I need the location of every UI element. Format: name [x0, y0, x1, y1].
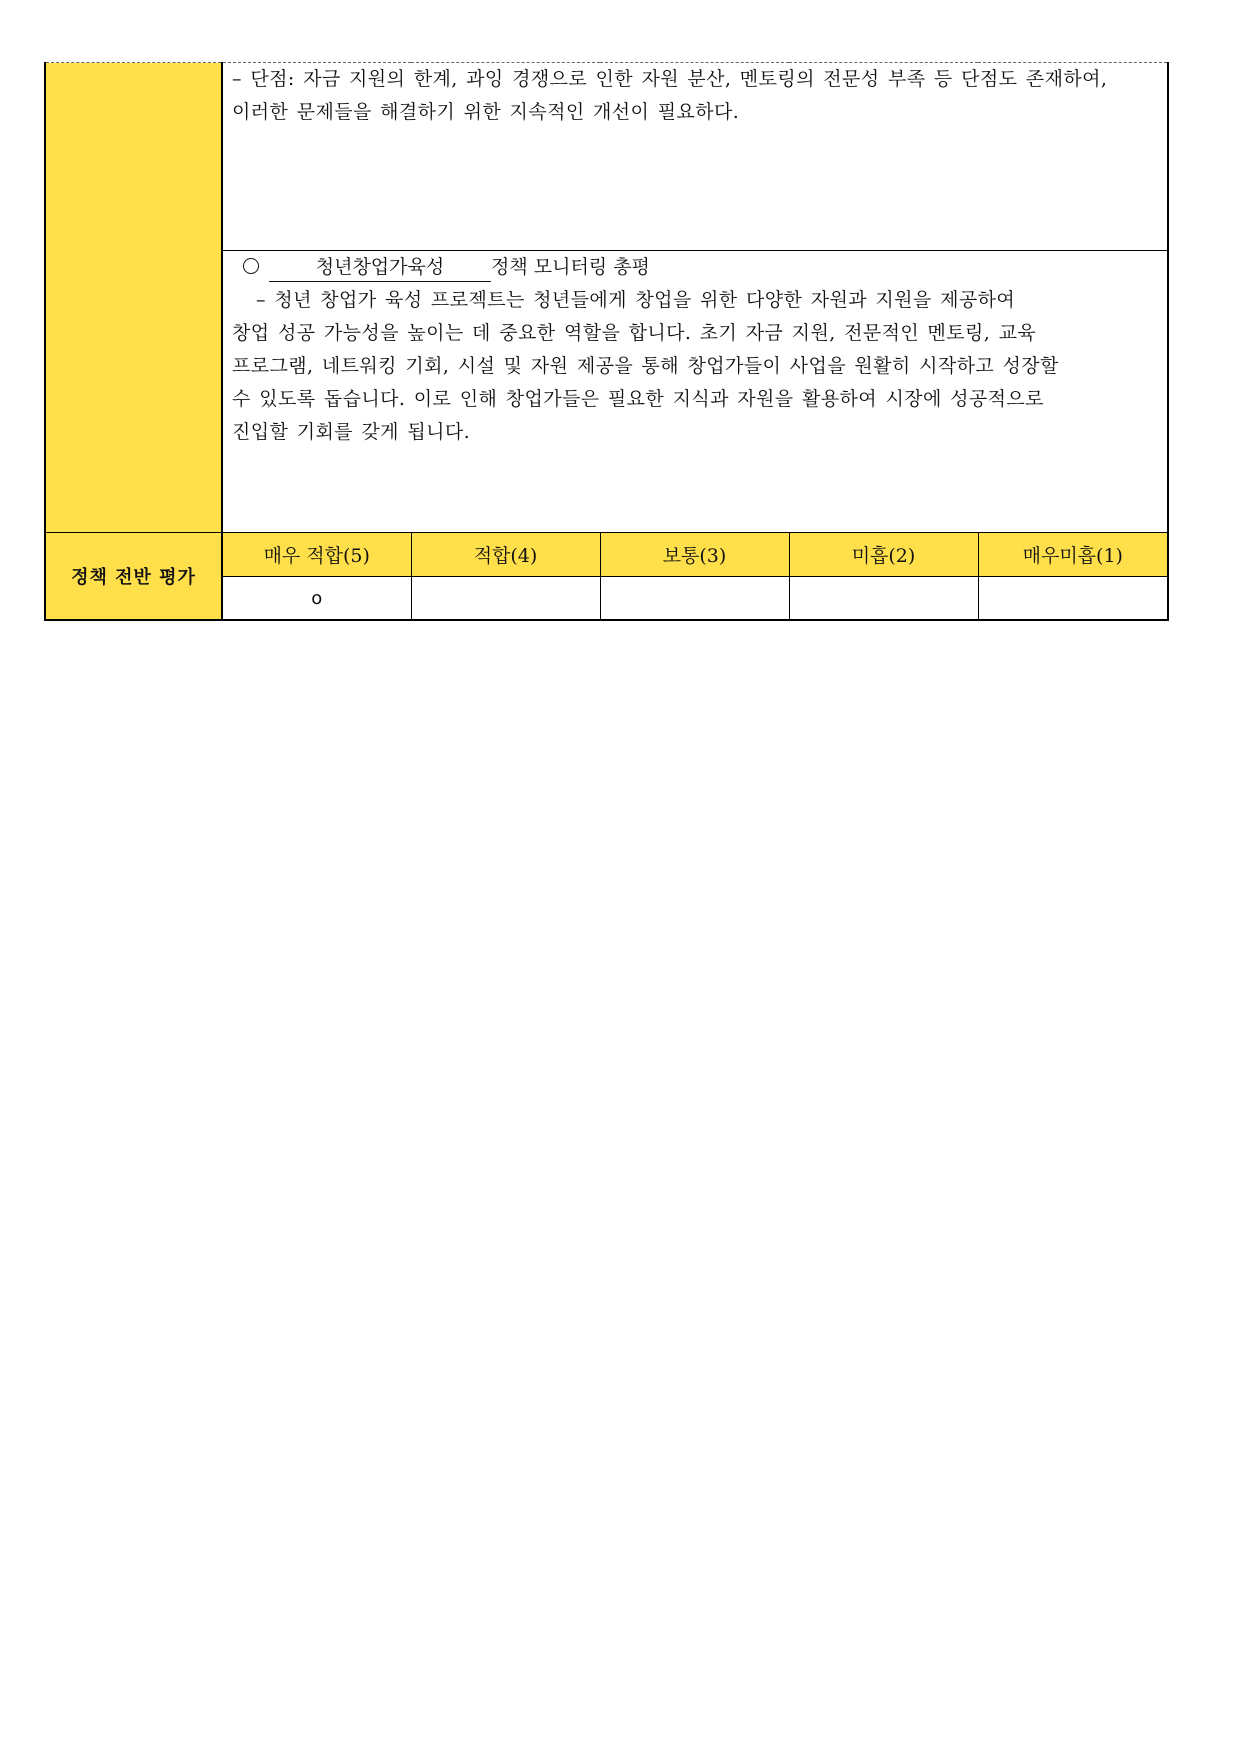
monitoring-summary-section — [222, 251, 1168, 533]
circle-bullet-icon — [243, 258, 259, 274]
summary-paragraph — [223, 284, 1167, 449]
left-label-column — [45, 63, 222, 533]
rating-mark-very-suitable[interactable]: o — [222, 577, 411, 621]
summary-line-4: 수 있도록 돕습니다. 이로 인해 창업가들은 필요한 지식과 자원을 활용하여 시장에 성공적으로 — [232, 388, 1044, 410]
weakness-line-1: – 단점: 자금 지원의 한계, 과잉 경쟁으로 인한 자원 분산, 멘토링의 전문성 부족 등 단점도 존재하여, — [232, 68, 1108, 90]
policy-evaluation-form — [44, 62, 1167, 621]
rating-mark-average[interactable] — [600, 577, 789, 621]
summary-line-1: – 청년 창업가 육성 프로젝트는 청년들에게 창업을 위한 다양한 자원과 지원을 제공하여 — [256, 289, 1016, 311]
rating-option-very-insufficient: 매우미흡(1) — [978, 533, 1168, 577]
summary-title-suffix: 정책 모니터링 총평 — [491, 256, 650, 278]
weakness-paragraph — [223, 63, 1167, 129]
weakness-line-2: 이러한 문제들을 해결하기 위한 지속적인 개선이 필요하다. — [232, 101, 740, 123]
rating-option-suitable: 적합(4) — [411, 533, 600, 577]
rating-option-very-suitable: 매우 적합(5) — [222, 533, 411, 577]
rating-mark-insufficient[interactable] — [789, 577, 978, 621]
weakness-section — [222, 63, 1168, 251]
rating-option-average: 보통(3) — [600, 533, 789, 577]
summary-line-5: 진입할 기회를 갖게 됩니다. — [232, 421, 471, 443]
rating-mark-suitable[interactable] — [411, 577, 600, 621]
rating-option-insufficient: 미흡(2) — [789, 533, 978, 577]
overall-rating-label — [45, 533, 222, 621]
overall-rating-label-text: 정책 전반 평가 — [71, 567, 196, 588]
summary-line-2: 창업 성공 가능성을 높이는 데 중요한 역할을 합니다. 초기 자금 지원, 전문적인 멘토링, 교육 — [232, 322, 1037, 344]
form-table — [44, 62, 1169, 621]
rating-mark-very-insufficient[interactable] — [978, 577, 1168, 621]
summary-title — [223, 251, 1167, 284]
policy-name-field: 청년창업가육성 — [269, 254, 491, 282]
summary-line-3: 프로그램, 네트워킹 기회, 시설 및 자원 제공을 통해 창업가들이 사업을 원활히 시작하고 성장할 — [232, 355, 1059, 377]
